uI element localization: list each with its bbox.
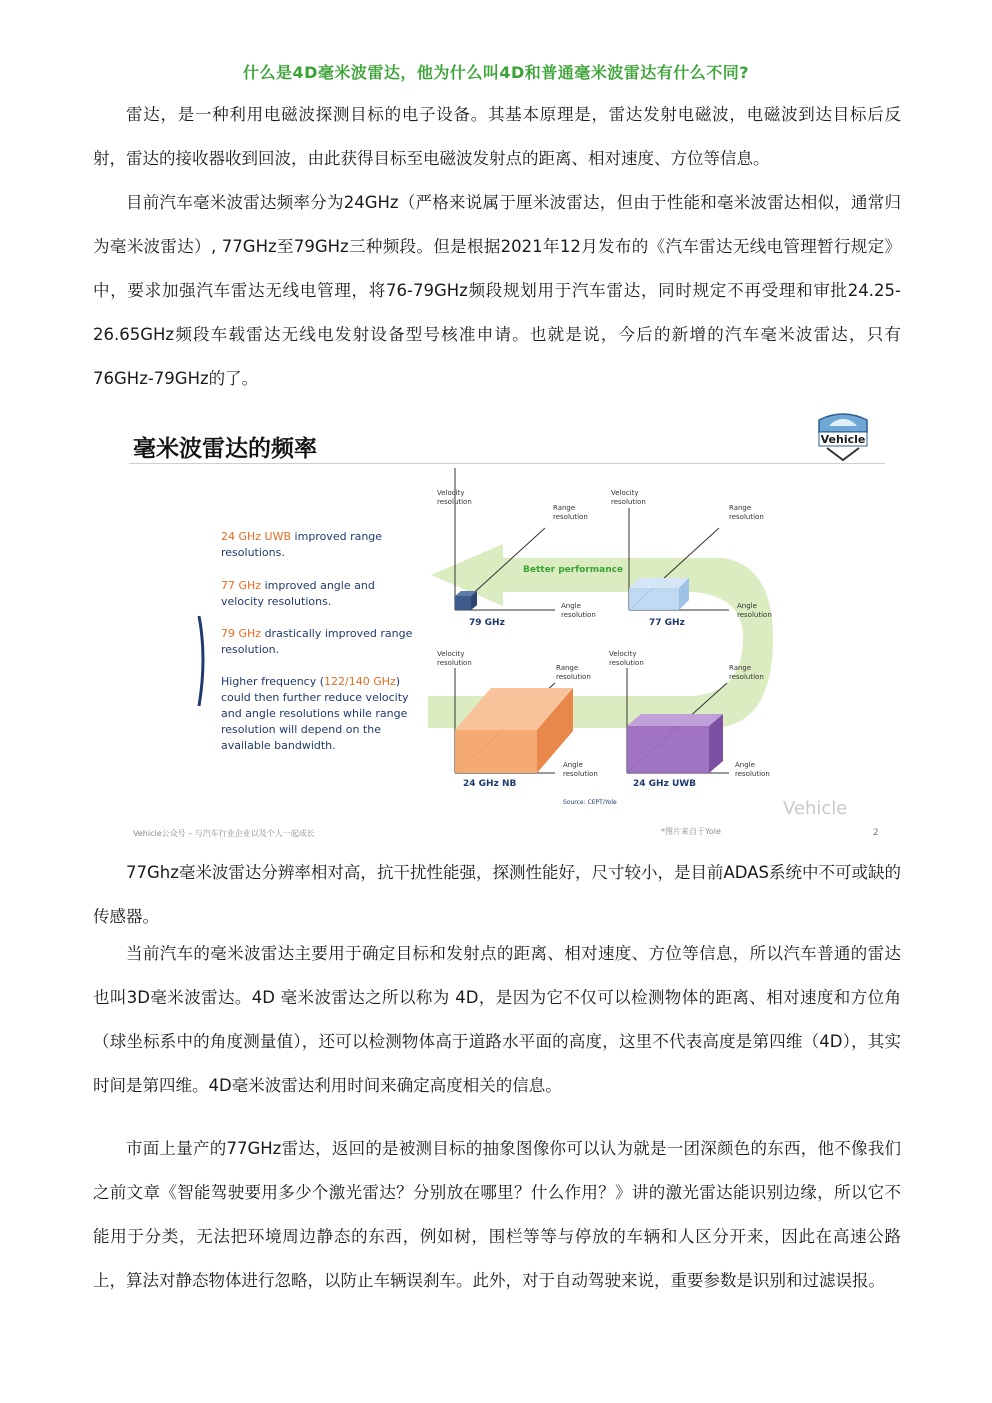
image-credit: *图片来自于Yole [661,827,721,836]
label-velocity: Velocity [611,489,639,497]
resolution-box-79 [455,596,471,610]
note-1-line2: resolutions. [221,546,285,559]
logo-text: Vehicle [820,433,866,446]
panel-label-24uwb: 24 GHz UWB [633,779,697,789]
label-angle-2: resolution [561,611,596,619]
slide-caption: Vehicle公众号 – 与汽车行业企业以及个人一起成长 [133,829,315,838]
panel-label-79: 79 GHz [469,618,505,628]
label-angle-2: resolution [735,770,770,778]
note-1: 24 GHz UWB improved range [221,530,383,543]
article-title: 什么是4D毫米波雷达，他为什么叫4D和普通毫米波雷达有什么不同? [242,63,750,82]
panel-label-77: 77 GHz [649,618,685,628]
label-angle: Angle [735,761,755,769]
radar-frequency-diagram [93,468,901,838]
label-range-2: resolution [556,673,591,681]
label-range-2: resolution [729,513,764,521]
panel-label-24nb: 24 GHz NB [463,779,517,789]
edge-accent [199,616,203,706]
resolution-box-77 [629,588,679,610]
label-range-2: resolution [729,673,764,681]
resolution-box-24uwb [627,726,709,773]
resolution-box-24nb [455,730,537,773]
note-3: 79 GHz drastically improved range [221,627,413,640]
panel-79ghz [437,468,596,628]
label-velocity: Velocity [437,489,465,497]
source-note: Source: CEPT/Yole [563,799,617,806]
note-4-line2: could then further reduce velocity [221,691,409,704]
note-3-line2: resolution. [221,643,280,656]
label-range: Range [729,664,752,672]
slide-divider [129,463,885,464]
watermark: Vehicle [783,798,848,819]
label-range: Range [556,664,579,672]
paragraph-radar-definition: 雷达，是一种利用电磁波探测目标的电子设备。其基本原理是，雷达发射电磁波，电磁波到达目标后反射，雷达的接收器收到回波，由此获得目标至电磁波发射点的距离、相对速度、方位等信息。 [93,105,901,168]
label-velocity: Velocity [437,650,465,658]
note-2-line2: velocity resolutions. [221,595,332,608]
note-4: Higher frequency (122/140 GHz) [221,675,401,688]
paragraph-frequency-bands: 目前汽车毫米波雷达频率分为24GHz（严格来说属于厘米波雷达，但由于性能和毫米波雷达相似，通常归为毫米波雷达）, 77GHz至79GHz三种频段。但是根据2021年12月发布的《汽车雷达无线电管理暂行规定》中，要求加强汽车雷达无线电管理，将76-79GHz频段规划用于汽车雷达，同时规定不再受理和审批24.25-26.65GHz频段车载雷达无线电发射设备型号核准申请。也就是说，今后的新增的汽车毫米波雷达，只有76GHz-79GHz的了。 [93,193,901,388]
label-angle: Angle [737,602,757,610]
slide-figure [93,408,901,848]
label-velocity-2: resolution [437,498,472,506]
slide-heading: 毫米波雷达的频率 [133,436,317,462]
arrow-label: Better performance [523,565,624,575]
note-2: 77 GHz improved angle and [221,579,375,592]
label-velocity-2: resolution [611,498,646,506]
notes-block [221,530,413,752]
label-angle: Angle [563,761,583,769]
note-4-line3: and angle resolutions while range [221,707,408,720]
vehicle-logo [815,410,871,462]
note-4-line5: available bandwidth. [221,739,336,752]
label-range: Range [729,504,752,512]
paragraph-77ghz-advantages: 77Ghz毫米波雷达分辨率相对高，抗干扰性能强，探测性能好，尺寸较小，是目前ADAS系统中不可或缺的传感器。 [93,863,901,926]
paragraph-4d-explanation: 当前汽车的毫米波雷达主要用于确定目标和发射点的距离、相对速度、方位等信息，所以汽车普通的雷达也叫3D毫米波雷达。4D 毫米波雷达之所以称为 4D，是因为它不仅可以检测物体的距离、相对速度和方位角（球坐标系中的角度测量值），还可以检测物体高于道路水平面的高度，这里不代表高度是第四维（4D），其实时间是第四维。4D毫米波雷达利用时间来确定高度相关的信息。 [93,944,901,1095]
label-angle-2: resolution [737,611,772,619]
slide-page-number: 2 [873,828,879,838]
note-4-line4: resolution will depend on the [221,723,381,736]
label-range-2: resolution [553,513,588,521]
label-velocity-2: resolution [609,659,644,667]
label-angle: Angle [561,602,581,610]
paragraph-market-radar: 市面上量产的77GHz雷达，返回的是被测目标的抽象图像你可以认为就是一团深颜色的东西，他不像我们之前文章《智能驾驶要用多少个激光雷达？分别放在哪里？什么作用？》讲的激光雷达能识别边缘，所以它不能用于分类，无法把环境周边静态的东西，例如树，围栏等等与停放的车辆和人区分开来，因此在高速公路上，算法对静态物体进行忽略，以防止车辆误刹车。此外，对于自动驾驶来说，重要参数是识别和过滤误报。 [93,1139,901,1290]
label-velocity: Velocity [609,650,637,658]
label-range: Range [553,504,576,512]
label-velocity-2: resolution [437,659,472,667]
label-angle-2: resolution [563,770,598,778]
